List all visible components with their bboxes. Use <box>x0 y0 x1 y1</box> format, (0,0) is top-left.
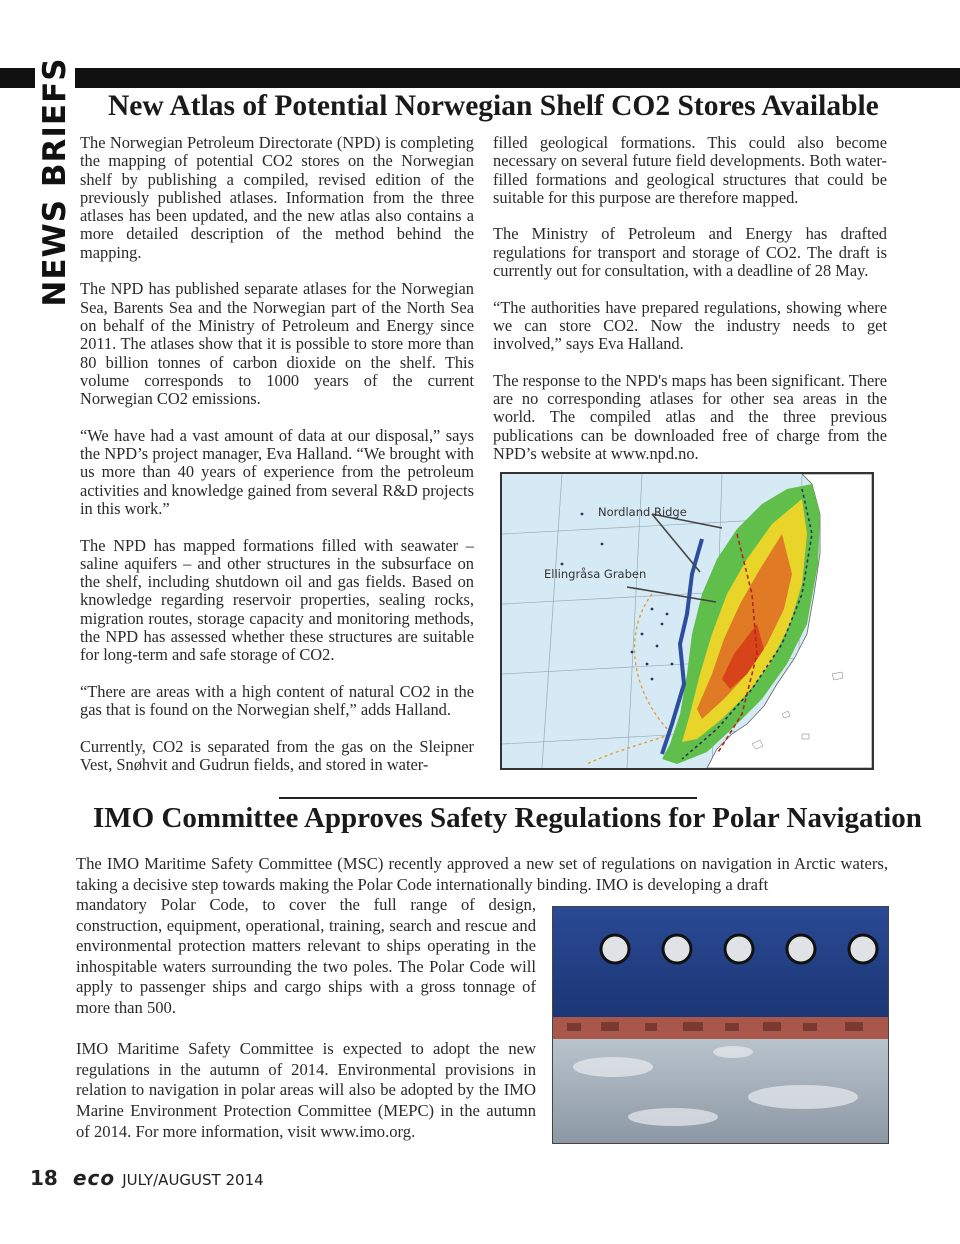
paragraph: “There are areas with a high content of natural CO2 in the gas that is found on the Norwegian shelf,” adds Halland. <box>80 681 474 720</box>
article-column-left <box>80 134 474 793</box>
article-column-right <box>493 134 887 482</box>
article-title-imo-polar: IMO Committee Approves Safety Regulations for Polar Navigation <box>93 802 922 834</box>
paragraph: mandatory Polar Code, to cover the full range of design, construction, equipment, operational, training, search and rescue and environmental protection matters relevant to ships operating in the inhospitable waters surrounding the two poles. The Polar Code will apply to passenger ships and cargo ships with a gross tonnage of more than 500. <box>76 895 536 1017</box>
magazine-logo: eco <box>72 1166 116 1190</box>
map-label-nordland-ridge: Nordland Ridge <box>598 505 687 519</box>
article-title-co2-atlas: New Atlas of Potential Norwegian Shelf CO2 Stores Available <box>108 90 879 122</box>
ship-hull-photo <box>552 906 889 1144</box>
imo-body <box>76 895 536 1163</box>
paragraph: The IMO Maritime Safety Committee (MSC) recently approved a new set of regulations on navigation in Arctic waters, taking a decisive step towards making the Polar Code internationally binding. IMO is developing a draft <box>76 854 888 894</box>
paragraph: The Norwegian Petroleum Directorate (NPD) is completing the mapping of potential CO2 stores on the Norwegian shelf by publishing a compiled, revised edition of the previously published atlases. Information from the three atlases has been updated, and the new atlas also contains a more detailed description of the method behind the mapping. <box>80 133 474 262</box>
paragraph: IMO Maritime Safety Committee is expected to adopt the new regulations in the autumn of 2014. Environmental provisions in relation to navigation in polar areas will also be adopted by the IMO Marine Environment Protection Committee (MEPC) in the autumn of 2014. For more information, visit www.imo.org. <box>76 1039 536 1141</box>
paragraph: The response to the NPD's maps has been significant. There are no corresponding atlases for other sea areas in the world. The compiled atlas and the three previous publications can be downloaded free of charge from the NPD’s website at www.npd.no. <box>493 370 887 464</box>
paragraph: The NPD has mapped formations filled with seawater – saline aquifers – and other structures in the subsurface on the shelf, including shutdown oil and gas fields. Based on knowledge regarding reservoir properties, sealing rocks, migration routes, storage capacity and monitoring methods, the NPD has assessed whether these structures are suitable for long-term and safe storage of CO2. <box>80 535 474 665</box>
paragraph: “The authorities have prepared regulations, showing where we can store CO2. Now the industry needs to get involved,” says Eva Halland. <box>493 297 887 354</box>
paragraph: The NPD has published separate atlases for the Norwegian Sea, Barents Sea and the Norwegian part of the North Sea on behalf of the Ministry of Petroleum and Energy since 2011. The atlases show that it is possible to store more than 80 billion tonnes of carbon dioxide on the shelf. This volume corresponds to 1000 years of the current Norwegian CO2 emissions. <box>80 279 474 409</box>
issue-date: JULY/AUGUST 2014 <box>122 1171 264 1189</box>
map-label-ellingrasa-graben: Ellingråsa Graben <box>544 567 647 581</box>
paragraph: filled geological formations. This could also become necessary on several future field developments. Both water-filled formations and geological structures that could be suitable for this purpose are therefore mapped. <box>493 133 887 207</box>
section-divider <box>279 797 697 799</box>
paragraph: The Ministry of Petroleum and Energy has drafted regulations for transport and storage of CO2. The draft is currently out for consultation, with a deadline of 28 May. <box>493 224 887 281</box>
map-graphic <box>502 474 872 768</box>
page-number: 18 <box>30 1166 58 1190</box>
paragraph: Currently, CO2 is separated from the gas on the Sleipner Vest, Snøhvit and Gudrun fields, and stored in water- <box>80 736 474 775</box>
ship-hull-graphic <box>553 907 888 1143</box>
hull-blue <box>553 907 888 1017</box>
page-footer <box>30 1166 264 1190</box>
top-rule-bar <box>0 68 960 88</box>
section-label: NEWS BRIEFS <box>35 40 75 325</box>
paragraph: “We have had a vast amount of data at our disposal,” says the NPD’s project manager, Eva Halland. “We brought with us more than 40 years of experience from the petroleum activities and knowledge gained from several R&D projects in this work.” <box>80 425 474 518</box>
co2-atlas-map <box>500 472 874 770</box>
